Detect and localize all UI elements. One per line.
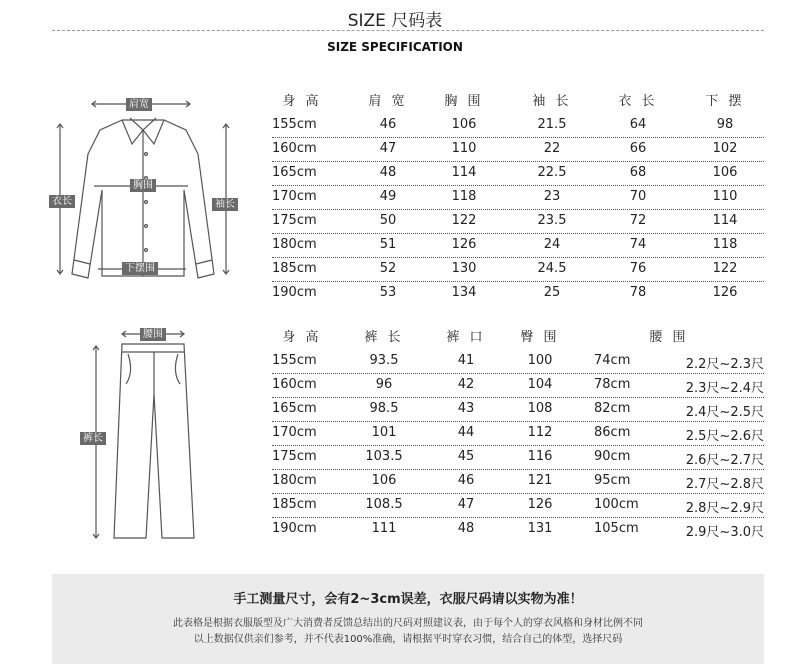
table-cell: 78cm bbox=[594, 377, 631, 392]
table-cell: 70 bbox=[629, 189, 647, 204]
pants-table-header bbox=[272, 326, 764, 348]
table-cell: 114 bbox=[451, 165, 477, 180]
table-row bbox=[272, 210, 764, 234]
table-cell: 126 bbox=[712, 285, 738, 300]
table-row bbox=[272, 258, 764, 282]
table-row bbox=[272, 518, 764, 542]
table-row bbox=[272, 398, 764, 422]
header-height: 身 高 bbox=[282, 94, 322, 109]
table-cell: 103.5 bbox=[365, 449, 403, 464]
table-cell: 78 bbox=[629, 285, 647, 300]
table-cell: 2.7尺~2.8尺 bbox=[685, 477, 764, 492]
pants-size-table bbox=[272, 326, 764, 548]
table-cell: 76 bbox=[629, 261, 647, 276]
pants-length-label: 裤长 bbox=[80, 432, 106, 445]
table-cell: 131 bbox=[527, 521, 553, 536]
table-cell: 23.5 bbox=[537, 213, 567, 228]
shoulder-label: 肩宽 bbox=[126, 98, 152, 111]
table-cell: 116 bbox=[527, 449, 553, 464]
table-cell: 160cm bbox=[272, 377, 317, 392]
note-line-2: 以上数据仅供亲们参考，并不代表100%准确，请根据平时穿衣习惯，结合自己的体型，选择尺码 bbox=[193, 634, 623, 645]
header-sleeve: 袖 长 bbox=[532, 94, 572, 109]
table-cell: 101 bbox=[371, 425, 397, 440]
table-row bbox=[272, 350, 764, 374]
note-line-1: 此表格是根据衣服版型及广大消费者反馈总结出的尺码对照建议表，由于每个人的穿衣风格和身材比例不同 bbox=[173, 618, 643, 629]
shirt-diagram bbox=[50, 94, 250, 294]
table-cell: 108 bbox=[527, 401, 553, 416]
table-cell: 47 bbox=[379, 141, 397, 156]
table-cell: 2.9尺~3.0尺 bbox=[685, 525, 764, 540]
table-cell: 46 bbox=[379, 117, 397, 132]
table-cell: 102 bbox=[712, 141, 738, 156]
table-cell: 155cm bbox=[272, 353, 317, 368]
shirt-size-table bbox=[272, 90, 764, 312]
table-row bbox=[272, 138, 764, 162]
table-cell: 121 bbox=[527, 473, 553, 488]
table-cell: 111 bbox=[371, 521, 397, 536]
table-cell: 93.5 bbox=[369, 353, 399, 368]
table-cell: 95cm bbox=[594, 473, 631, 488]
header-hip: 臀 围 bbox=[520, 330, 560, 345]
table-cell: 2.3尺~2.4尺 bbox=[685, 381, 764, 396]
table-cell: 170cm bbox=[272, 189, 317, 204]
waist-label: 腰围 bbox=[140, 328, 166, 341]
table-cell: 108.5 bbox=[365, 497, 403, 512]
table-cell: 51 bbox=[379, 237, 397, 252]
pants-diagram bbox=[78, 326, 208, 544]
table-row bbox=[272, 162, 764, 186]
table-cell: 74cm bbox=[594, 353, 631, 368]
table-cell: 45 bbox=[457, 449, 475, 464]
header-leg-opening: 裤 口 bbox=[446, 330, 486, 345]
table-cell: 110 bbox=[451, 141, 477, 156]
header-length: 衣 长 bbox=[618, 94, 658, 109]
table-cell: 104 bbox=[527, 377, 553, 392]
header-chest: 胸 围 bbox=[444, 94, 484, 109]
table-cell: 52 bbox=[379, 261, 397, 276]
table-cell: 50 bbox=[379, 213, 397, 228]
table-cell: 122 bbox=[712, 261, 738, 276]
table-cell: 72 bbox=[629, 213, 647, 228]
table-cell: 134 bbox=[451, 285, 477, 300]
table-cell: 23 bbox=[543, 189, 561, 204]
table-cell: 126 bbox=[451, 237, 477, 252]
table-cell: 118 bbox=[451, 189, 477, 204]
table-cell: 82cm bbox=[594, 401, 631, 416]
header-divider bbox=[52, 30, 764, 31]
page-subtitle: SIZE SPECIFICATION bbox=[327, 40, 463, 54]
table-cell: 114 bbox=[712, 213, 738, 228]
table-cell: 2.4尺~2.5尺 bbox=[685, 405, 764, 420]
table-cell: 98 bbox=[716, 117, 734, 132]
table-cell: 44 bbox=[457, 425, 475, 440]
table-cell: 2.6尺~2.7尺 bbox=[685, 453, 764, 468]
table-row bbox=[272, 470, 764, 494]
table-cell: 106 bbox=[712, 165, 738, 180]
table-cell: 22 bbox=[543, 141, 561, 156]
table-cell: 190cm bbox=[272, 521, 317, 536]
table-cell: 106 bbox=[451, 117, 477, 132]
header-pants-length: 裤 长 bbox=[364, 330, 404, 345]
table-cell: 24 bbox=[543, 237, 561, 252]
table-cell: 110 bbox=[712, 189, 738, 204]
table-cell: 100cm bbox=[594, 497, 639, 512]
chest-label: 胸围 bbox=[130, 179, 156, 192]
table-row bbox=[272, 282, 764, 306]
header-shoulder: 肩 宽 bbox=[368, 94, 408, 109]
table-cell: 42 bbox=[457, 377, 475, 392]
table-cell: 86cm bbox=[594, 425, 631, 440]
table-cell: 126 bbox=[527, 497, 553, 512]
table-cell: 130 bbox=[451, 261, 477, 276]
sleeve-label: 袖长 bbox=[212, 198, 238, 211]
page-title: SIZE 尺码表 bbox=[347, 11, 443, 31]
table-cell: 105cm bbox=[594, 521, 639, 536]
table-cell: 118 bbox=[712, 237, 738, 252]
hem-label: 下摆围 bbox=[122, 262, 158, 275]
table-cell: 90cm bbox=[594, 449, 631, 464]
table-cell: 155cm bbox=[272, 117, 317, 132]
table-cell: 41 bbox=[457, 353, 475, 368]
table-cell: 180cm bbox=[272, 237, 317, 252]
table-cell: 185cm bbox=[272, 497, 317, 512]
table-cell: 165cm bbox=[272, 401, 317, 416]
table-cell: 74 bbox=[629, 237, 647, 252]
table-cell: 53 bbox=[379, 285, 397, 300]
table-cell: 96 bbox=[375, 377, 393, 392]
table-cell: 2.2尺~2.3尺 bbox=[685, 357, 764, 372]
table-cell: 175cm bbox=[272, 213, 317, 228]
table-cell: 180cm bbox=[272, 473, 317, 488]
table-row bbox=[272, 446, 764, 470]
measurement-note bbox=[52, 574, 764, 664]
header-waist: 腰 围 bbox=[649, 330, 689, 345]
table-row bbox=[272, 234, 764, 258]
table-cell: 66 bbox=[629, 141, 647, 156]
table-cell: 46 bbox=[457, 473, 475, 488]
length-label: 衣长 bbox=[49, 195, 75, 208]
table-cell: 2.8尺~2.9尺 bbox=[685, 501, 764, 516]
table-cell: 98.5 bbox=[369, 401, 399, 416]
table-cell: 43 bbox=[457, 401, 475, 416]
shirt-table-header bbox=[272, 90, 764, 112]
table-cell: 165cm bbox=[272, 165, 317, 180]
table-cell: 160cm bbox=[272, 141, 317, 156]
table-cell: 24.5 bbox=[537, 261, 567, 276]
table-cell: 100 bbox=[527, 353, 553, 368]
table-cell: 190cm bbox=[272, 285, 317, 300]
header-hem: 下 摆 bbox=[705, 94, 745, 109]
table-cell: 22.5 bbox=[537, 165, 567, 180]
table-row bbox=[272, 374, 764, 398]
table-row bbox=[272, 422, 764, 446]
header-height: 身 高 bbox=[282, 330, 322, 345]
table-cell: 47 bbox=[457, 497, 475, 512]
table-row bbox=[272, 494, 764, 518]
table-cell: 48 bbox=[379, 165, 397, 180]
table-row bbox=[272, 186, 764, 210]
table-cell: 170cm bbox=[272, 425, 317, 440]
table-cell: 64 bbox=[629, 117, 647, 132]
table-cell: 49 bbox=[379, 189, 397, 204]
table-row bbox=[272, 114, 764, 138]
table-cell: 2.5尺~2.6尺 bbox=[685, 429, 764, 444]
table-cell: 68 bbox=[629, 165, 647, 180]
table-cell: 25 bbox=[543, 285, 561, 300]
note-main-text: 手工测量尺寸，会有2~3cm误差，衣服尺码请以实物为准！ bbox=[233, 592, 583, 607]
table-cell: 48 bbox=[457, 521, 475, 536]
table-cell: 185cm bbox=[272, 261, 317, 276]
table-cell: 112 bbox=[527, 425, 553, 440]
table-cell: 106 bbox=[371, 473, 397, 488]
table-cell: 175cm bbox=[272, 449, 317, 464]
table-cell: 21.5 bbox=[537, 117, 567, 132]
table-cell: 122 bbox=[451, 213, 477, 228]
